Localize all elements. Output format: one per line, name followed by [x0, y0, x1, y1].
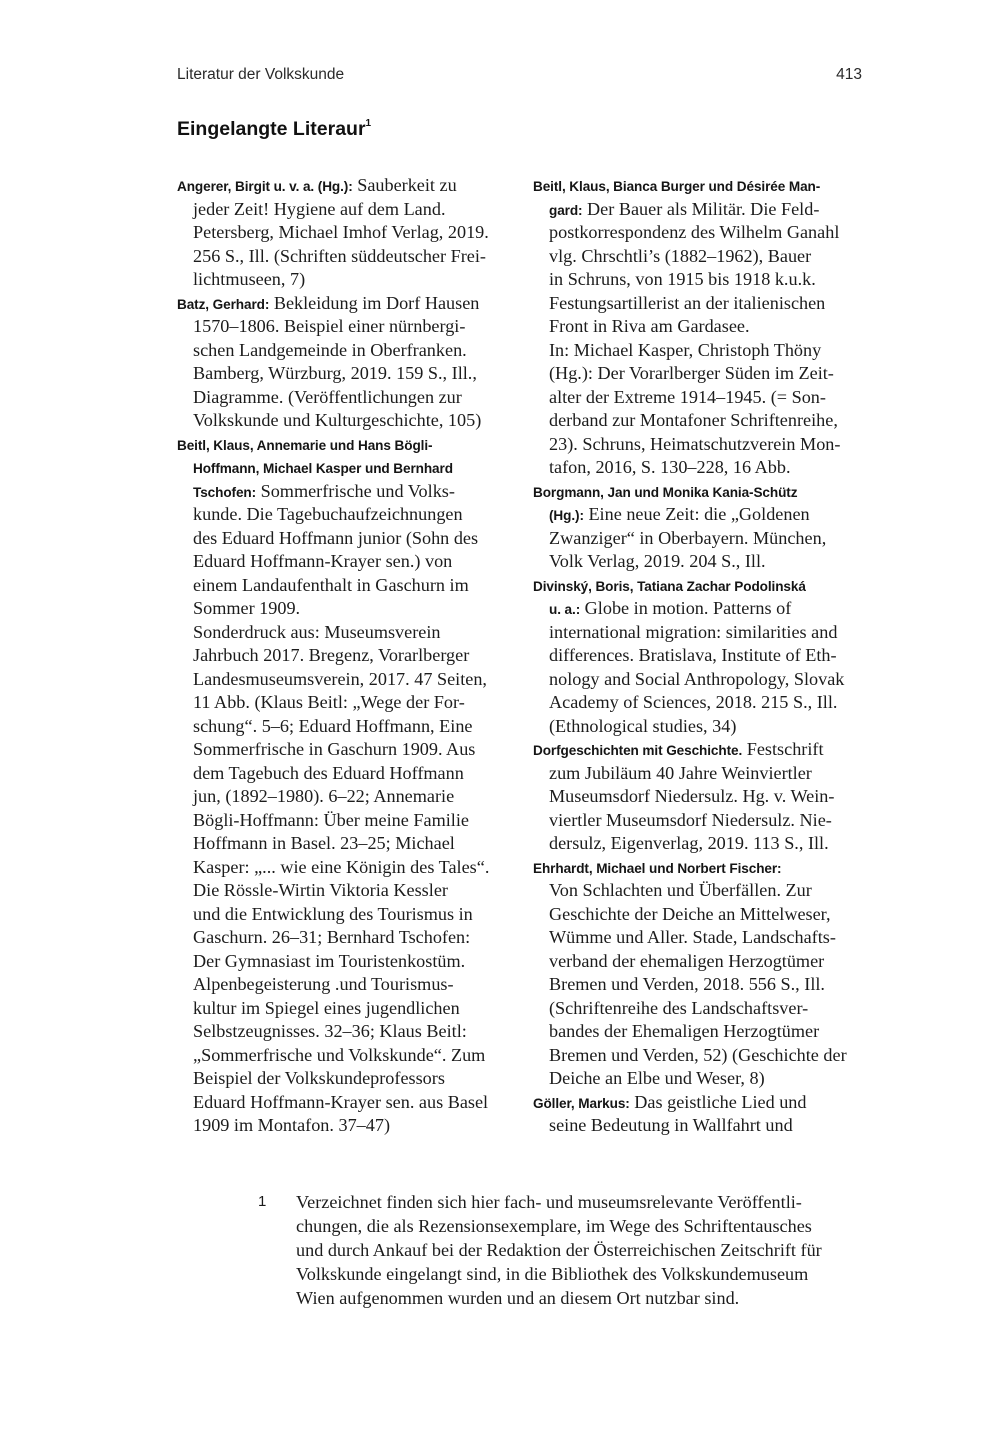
entry-line [533, 738, 878, 762]
entry-line [533, 950, 878, 974]
entry-text: 23). Schruns, Heimatschutzverein Mon- [549, 433, 841, 454]
entry-text: Volkskunde und Kulturgeschichte, 105) [193, 410, 482, 430]
entry-text: Bremen und Verden, 2018. 556 S., Ill. [549, 974, 825, 994]
entry-line [533, 973, 878, 997]
entry-line [177, 856, 522, 880]
entry-text: Kasper: „... wie eine Königin des Tales“. [193, 856, 490, 877]
entry-text: 11 Abb. (Klaus Beitl: „Wege der For- [193, 692, 465, 712]
entry-line [177, 1091, 522, 1115]
entry-text: Zwanziger“ in Oberbayern. München, [549, 527, 827, 548]
entry-line [533, 762, 878, 786]
entry-text: In: Michael Kasper, Christoph Thöny [549, 339, 822, 360]
entry-text: Sonderdruck aus: Museumsverein [193, 621, 441, 642]
entry-line [533, 174, 878, 198]
bibliography-entry [533, 856, 878, 1091]
entry-line [533, 503, 878, 527]
entry-line [177, 503, 522, 527]
entry-text: viertler Museumsdorf Niedersulz. Nie- [549, 809, 832, 830]
entry-text: Wümme und Aller. Stade, Landschafts- [549, 927, 836, 947]
entry-line [533, 480, 878, 504]
entry-text: und die Entwicklung des Tourismus in [193, 903, 473, 924]
entry-line [177, 550, 522, 574]
entry-text: Hoffmann in Basel. 23–25; Michael [193, 833, 455, 853]
entry-text: Bamberg, Würzburg, 2019. 159 S., Ill., [193, 363, 477, 383]
entry-text: Alpenbegeisterung .und Tourismus- [193, 974, 454, 994]
entry-line [533, 1067, 878, 1091]
entry-line [177, 362, 522, 386]
entry-text: Gaschurn. 26–31; Bernhard Tschofen: [193, 927, 471, 947]
entry-text: Landesmuseumsverein, 2017. 47 Seiten, [193, 668, 487, 689]
entry-line [533, 550, 878, 574]
entry-line [177, 973, 522, 997]
entry-line [533, 644, 878, 668]
entry-author: Göller, Markus: [533, 1095, 630, 1111]
entry-line [533, 268, 878, 292]
entry-text: tafon, 2016, S. 130–228, 16 Abb. [549, 457, 791, 477]
footnote-line: und durch Ankauf bei der Redaktion der Österreichischen Zeitschrift für [296, 1240, 822, 1260]
entry-text: jun, (1892–1980). 6–22; Annemarie [193, 786, 455, 806]
entry-line [533, 198, 878, 222]
entry-author: Batz, Gerhard: [177, 296, 270, 312]
entry-text: 1909 im Montafon. 37–47) [193, 1115, 391, 1135]
entry-text: verband der ehemaligen Herzogtümer [549, 950, 825, 971]
entry-text: einem Landaufenthalt in Gaschurn im [193, 574, 469, 595]
entry-text: Beispiel der Volkskundeprofessors [193, 1068, 445, 1088]
entry-text: international migration: similarities and [549, 621, 838, 642]
entry-line [533, 386, 878, 410]
entry-line [177, 1067, 522, 1091]
entry-line [177, 198, 522, 222]
entry-text: nology and Social Anthropology, Slovak [549, 668, 845, 689]
entry-text: Eduard Hoffmann-Krayer sen. aus Basel [193, 1091, 489, 1112]
entry-line [533, 856, 878, 880]
bibliography-entry [177, 292, 522, 433]
entry-line [533, 409, 878, 433]
entry-author: Beitl, Klaus, Bianca Burger und Désirée Man- [533, 179, 821, 194]
entry-author: u. a.: [549, 602, 581, 617]
entry-text: schung“. 5–6; Eduard Hoffmann, Eine [193, 715, 473, 736]
entry-line [177, 433, 522, 457]
entry-text: Sommer 1909. [193, 598, 301, 618]
bibliography-entry [533, 480, 878, 574]
entry-text: Die Rössle-Wirtin Viktoria Kessler [193, 880, 448, 900]
entry-author: Divinský, Boris, Tatiana Zachar Podolinská [533, 578, 806, 594]
entry-text: Das geistliche Lied und [629, 1091, 807, 1112]
entry-author: Beitl, Klaus, Annemarie und Hans Bögli- [177, 437, 433, 453]
entry-line [533, 221, 878, 245]
bibliography-entry [533, 174, 878, 480]
entry-text: Museumsdorf Niedersulz. Hg. v. Wein- [549, 786, 835, 806]
entry-text: des Eduard Hoffmann junior (Sohn des [193, 527, 479, 548]
entry-text: Festungsartillerist an der italienischen [549, 292, 826, 313]
entry-text: Von Schlachten und Überfällen. Zur [549, 880, 812, 900]
entry-text: differences. Bratislava, Institute of Eth- [549, 645, 837, 665]
entry-text: Bögli-Hoffmann: Über meine Familie [193, 809, 469, 830]
entry-line [533, 715, 878, 739]
entry-line [177, 574, 522, 598]
entry-text: (Hg.): Der Vorarlberger Süden im Zeit- [549, 363, 834, 383]
entry-line [177, 644, 522, 668]
entry-line [533, 1044, 878, 1068]
entry-line [533, 339, 878, 363]
entry-text: jeder Zeit! Hygiene auf dem Land. [193, 198, 446, 219]
entry-line [177, 1044, 522, 1068]
right-column [533, 174, 878, 1138]
entry-line [177, 715, 522, 739]
entry-line [177, 1020, 522, 1044]
entry-line [177, 926, 522, 950]
entry-text: Diagramme. (Veröffentlichungen zur [193, 386, 462, 407]
entry-author: Tschofen: [193, 484, 257, 500]
entry-text: Volk Verlag, 2019. 204 S., Ill. [549, 551, 766, 571]
entry-text: Bremen und Verden, 52) (Geschichte der [549, 1044, 847, 1065]
entry-line [177, 527, 522, 551]
footnote-line: Wien aufgenommen wurden und an diesem Ort nutzbar sind. [296, 1288, 740, 1308]
entry-author: Angerer, Birgit u. v. a. (Hg.): [177, 179, 353, 194]
entry-line [177, 315, 522, 339]
entry-line [177, 950, 522, 974]
entry-line [177, 339, 522, 363]
entry-author: Hoffmann, Michael Kasper und Bernhard [193, 461, 453, 476]
entry-line [177, 221, 522, 245]
entry-text: Eine neue Zeit: die „Goldenen [583, 504, 810, 524]
bibliography-entry [533, 738, 878, 856]
footnote-reference: 1 [365, 117, 372, 129]
entry-text: Jahrbuch 2017. Bregenz, Vorarlberger [193, 645, 470, 665]
entry-text: 1570–1806. Beispiel einer nürnbergi- [193, 316, 466, 336]
entry-line [533, 1114, 878, 1138]
entry-text: Deiche an Elbe und Weser, 8) [549, 1068, 765, 1088]
entry-line [533, 926, 878, 950]
entry-line [533, 315, 878, 339]
entry-line [177, 832, 522, 856]
entry-line [177, 621, 522, 645]
page-number: 413 [836, 66, 862, 83]
entry-line [533, 691, 878, 715]
entry-line [177, 738, 522, 762]
entry-text: zum Jubiläum 40 Jahre Weinviertler [549, 762, 812, 783]
entry-line [177, 480, 522, 504]
entry-text: Geschichte der Deiche an Mittelweser, [549, 903, 831, 924]
entry-text: Petersberg, Michael Imhof Verlag, 2019. [193, 222, 489, 242]
entry-text: schen Landgemeinde in Oberfranken. [193, 339, 467, 360]
entry-line [533, 527, 878, 551]
entry-text: vlg. Chrschtli’s (1882–1962), Bauer [549, 245, 812, 266]
entry-text: bandes der Ehemaligen Herzogtümer [549, 1021, 820, 1041]
entry-line [533, 879, 878, 903]
entry-line [533, 456, 878, 480]
running-head [177, 66, 862, 88]
entry-line [533, 621, 878, 645]
bibliography-entry [533, 1091, 878, 1138]
entry-line [533, 362, 878, 386]
entry-text: alter der Extreme 1914–1945. (= Son- [549, 386, 826, 407]
entry-text: Academy of Sciences, 2018. 215 S., Ill. [549, 692, 838, 712]
entry-author: Borgmann, Jan und Monika Kania-Schütz [533, 484, 798, 500]
entry-line [177, 456, 522, 480]
bibliography-entry [177, 433, 522, 1138]
running-head-title: Literatur der Volkskunde [177, 66, 345, 83]
entry-line [533, 832, 878, 856]
entry-line [177, 268, 522, 292]
entry-line [533, 597, 878, 621]
entry-line [177, 809, 522, 833]
entry-author: Dorfgeschichten mit Geschichte. [533, 743, 743, 758]
entry-line [533, 668, 878, 692]
entry-line [533, 903, 878, 927]
entry-text: Festschrift [742, 739, 824, 759]
entry-line [177, 1114, 522, 1138]
entry-text: Selbstzeugnisses. 32–36; Klaus Beitl: [193, 1021, 467, 1041]
entry-text: derband zur Montafoner Schriftenreihe, [549, 410, 838, 430]
footnote-line: chungen, die als Rezensionsexemplare, im Wege des Schriftentausches [296, 1216, 812, 1236]
entry-line [533, 245, 878, 269]
entry-line [533, 809, 878, 833]
entry-line [177, 997, 522, 1021]
entry-line [177, 245, 522, 269]
entry-line [177, 292, 522, 316]
entry-text: (Ethnological studies, 34) [549, 715, 737, 736]
entry-line [533, 785, 878, 809]
entry-author: (Hg.): [549, 508, 584, 523]
entry-text: dersulz, Eigenverlag, 2019. 113 S., Ill. [549, 833, 829, 853]
entry-text: Front in Riva am Gardasee. [549, 316, 750, 336]
bibliography-entry [533, 574, 878, 739]
entry-line [177, 386, 522, 410]
entry-line [533, 574, 878, 598]
entry-text: Sauberkeit zu [352, 175, 457, 195]
footnote-number: 1 [258, 1193, 267, 1210]
entry-text: lichtmuseen, 7) [193, 269, 306, 289]
footnote-body [296, 1190, 822, 1310]
footnote-line: Verzeichnet finden sich hier fach- und museumsrelevante Veröffentli- [296, 1192, 802, 1212]
entry-line [177, 879, 522, 903]
entry-author: gard: [549, 202, 583, 218]
entry-text: kunde. Die Tagebuchaufzeichnungen [193, 504, 463, 524]
entry-line [177, 597, 522, 621]
entry-text: Der Bauer als Militär. Die Feld- [582, 198, 820, 219]
entry-text: kultur im Spiegel eines jugendlichen [193, 997, 460, 1018]
entry-text: in Schruns, von 1915 bis 1918 k.u.k. [549, 269, 816, 289]
entry-line [533, 1020, 878, 1044]
entry-text: Sommerfrische in Gaschurn 1909. Aus [193, 739, 476, 759]
entry-line [533, 292, 878, 316]
entry-text: Eduard Hoffmann-Krayer sen.) von [193, 551, 453, 571]
entry-text: dem Tagebuch des Eduard Hoffmann [193, 762, 464, 783]
entry-line [177, 174, 522, 198]
left-column [177, 174, 522, 1138]
footnote-line: Volkskunde eingelangt sind, in die Bibliothek des Volkskundemuseum [296, 1264, 809, 1284]
entry-text: Sommerfrische und Volks- [256, 480, 455, 501]
bibliography-entry [177, 174, 522, 292]
entry-line [177, 903, 522, 927]
section-title [177, 118, 371, 141]
entry-text: (Schriftenreihe des Landschaftsver- [549, 997, 809, 1018]
entry-author: Ehrhardt, Michael und Norbert Fischer: [533, 860, 782, 876]
entry-text: postkorrespondenz des Wilhelm Ganahl [549, 222, 840, 242]
entry-line [177, 691, 522, 715]
entry-line [533, 433, 878, 457]
entry-line [177, 409, 522, 433]
entry-text: Bekleidung im Dorf Hausen [269, 292, 480, 313]
entry-line [177, 762, 522, 786]
entry-text: „Sommerfrische und Volkskunde“. Zum [193, 1044, 486, 1065]
entry-line [177, 668, 522, 692]
section-title-text: Eingelangte Literaur [177, 118, 366, 140]
entry-text: Globe in motion. Patterns of [580, 598, 792, 618]
entry-text: seine Bedeutung in Wallfahrt und [549, 1115, 793, 1135]
entry-text: Der Gymnasiast im Touristenkostüm. [193, 950, 466, 971]
entry-line [533, 1091, 878, 1115]
entry-text: 256 S., Ill. (Schriften süddeutscher Frei- [193, 245, 486, 266]
entry-line [533, 997, 878, 1021]
entry-line [177, 785, 522, 809]
